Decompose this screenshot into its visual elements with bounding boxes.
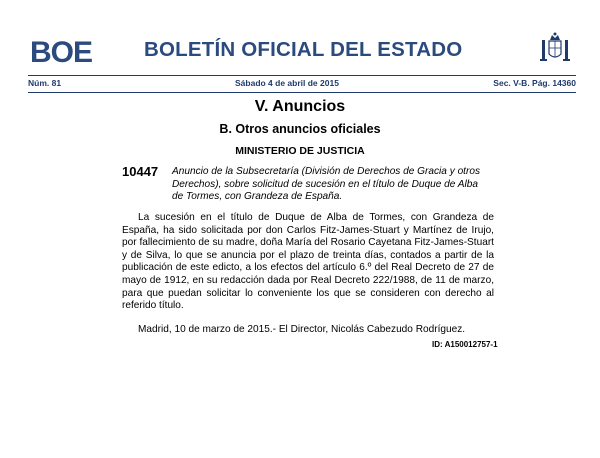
signature-line: Madrid, 10 de marzo de 2015.- El Director, Nicolás Cabezudo Rodríguez. — [138, 324, 466, 335]
header-rule-bottom — [28, 92, 576, 93]
coat-of-arms-icon — [536, 30, 574, 68]
issue-number: Núm. 81 — [28, 78, 62, 88]
section-subheading: B. Otros anuncios oficiales — [219, 122, 381, 136]
boe-logo — [30, 36, 92, 66]
document-id: ID: A150012757-1 — [432, 340, 498, 349]
announcement-body: La sucesión en el título de Duque de Alba de Tormes, con Grandeza de España, ha sido solicitada por don Carlos Fitz-James-Stuart y Martínez de Irujo, por fallecimiento de su madre, doña María del Rosario Cayetana Fitz-James-Stuart y de Silva, lo que se anuncia por el plazo de treinta días, contados a partir de la publicación de este edicto, a los efectos del artículo 6.º del Real Decreto de 27 de mayo de 1912, en su redacción dada por Real Decreto 222/1988, de 11 de marzo, para que puedan solicitar lo conveniente los que se consideren con derecho al referido título. — [122, 212, 494, 312]
announcement-summary: Anuncio de la Subsecretaría (División de Derechos de Gracia y otros Derechos), sobre solicitud de sucesión en el título de Duque de Alba de Tormes, con Grandeza de España. — [172, 166, 481, 203]
announcement-number: 10447 — [122, 164, 159, 179]
issue-date: Sábado 4 de abril de 2015 — [235, 78, 339, 88]
section-page: Sec. V-B. Pág. 14360 — [493, 78, 576, 88]
issue-meta-bar — [28, 78, 576, 90]
section-heading: V. Anuncios — [254, 98, 346, 115]
publication-title: BOLETÍN OFICIAL DEL ESTADO — [144, 38, 463, 61]
header-rule-top — [28, 75, 576, 76]
svg-text:BOE: BOE — [30, 36, 92, 66]
ministry-heading: MINISTERIO DE JUSTICIA — [235, 145, 365, 157]
page-header — [0, 0, 600, 78]
